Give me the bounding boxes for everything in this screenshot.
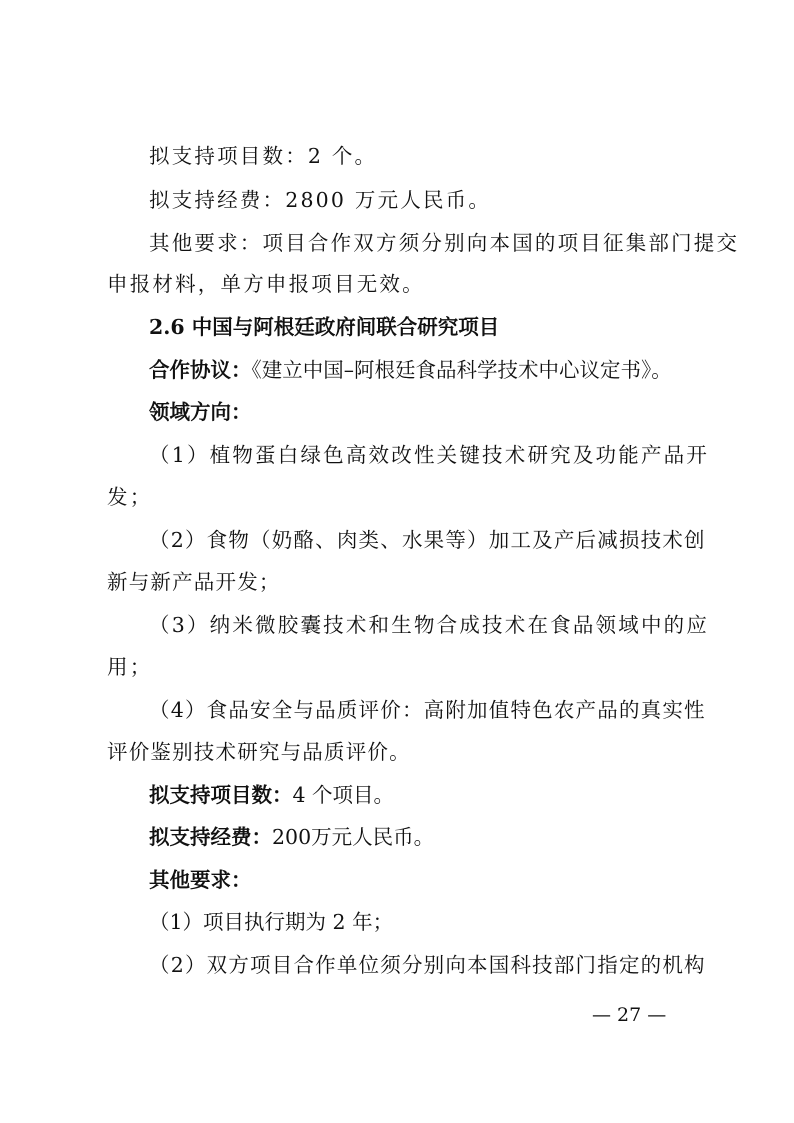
field-heading: 领域方向： bbox=[149, 400, 252, 424]
agreement-label: 合作协议： bbox=[149, 358, 252, 382]
count-label: 拟支持项目数： bbox=[149, 783, 293, 807]
item-2-line1: （2）食物（奶酪、肉类、水果等）加工及产后减损技术创 bbox=[149, 528, 706, 552]
section-heading: 2.6 中国与阿根廷政府间联合研究项目 bbox=[149, 315, 500, 339]
agreement-text: 《建立中国–阿根廷食品科学技术中心议定书》。 bbox=[251, 358, 672, 382]
paragraph-project-count: 拟支持项目数：2 个。 bbox=[149, 144, 378, 168]
other-requirements-heading: 其他要求： bbox=[149, 868, 252, 892]
item-1-line2: 发； bbox=[107, 485, 153, 509]
funding-value: 200万元人民币。 bbox=[272, 825, 435, 849]
paragraph-other-requirements-line2: 申报材料，单方申报项目无效。 bbox=[107, 272, 425, 296]
page-number: — 27 — bbox=[592, 1004, 667, 1026]
paragraph-funding: 拟支持经费：2800 万元人民币。 bbox=[149, 188, 492, 212]
count-value: 4 个项目。 bbox=[292, 783, 395, 807]
funding-line bbox=[149, 823, 434, 851]
requirement-2: （2）双方项目合作单位须分别向本国科技部门指定的机构 bbox=[149, 953, 706, 977]
agreement-line bbox=[149, 356, 672, 384]
count-line bbox=[149, 781, 394, 809]
funding-label: 拟支持经费： bbox=[149, 825, 272, 849]
item-1-line1: （1）植物蛋白绿色高效改性关键技术研究及功能产品开 bbox=[149, 443, 710, 467]
item-4-line2: 评价鉴别技术研究与品质评价。 bbox=[107, 740, 411, 764]
item-4-line1: （4）食品安全与品质评价：高附加值特色农产品的真实性 bbox=[149, 698, 706, 722]
item-3-line2: 用； bbox=[107, 655, 153, 679]
requirement-1: （1）项目执行期为 2 年； bbox=[149, 910, 394, 934]
item-3-line1: （3）纳米微胶囊技术和生物合成技术在食品领域中的应 bbox=[149, 613, 710, 637]
item-2-line2: 新与新产品开发； bbox=[107, 570, 281, 594]
paragraph-other-requirements-line1: 其他要求：项目合作双方须分别向本国的项目征集部门提交 bbox=[149, 231, 740, 255]
